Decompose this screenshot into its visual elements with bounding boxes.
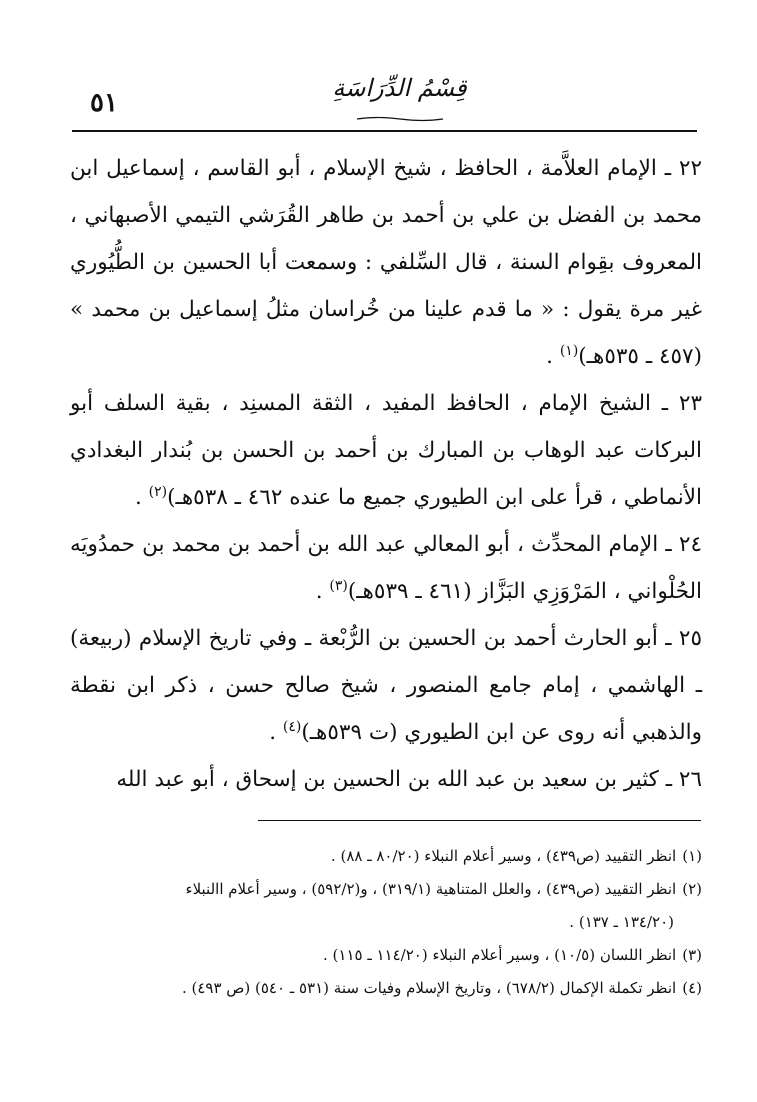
entry-24: ٢٤ ـ الإمام المحدِّث ، أبو المعالي عبد الله بن أحمد بن محمد بن حمدُويَه الحُلْواني ، المَرْوَزِي البَزَّاز (٤٦١ ـ ٥٣٩هـ)$^{(٣)}$ .: [70, 532, 702, 604]
footnote-1: [70, 840, 702, 873]
header-rule: [72, 130, 697, 132]
footnote-ref-3[interactable]: (٣): [329, 577, 348, 594]
footnote-text-continued: (١٣٤/٢٠ ـ ١٣٧) .: [569, 913, 674, 931]
footnote-separator: [258, 820, 701, 821]
page-number: ٥١: [90, 88, 118, 118]
footnote-number: (٤): [682, 979, 702, 997]
footnote-number: (١): [682, 847, 702, 865]
footnote-text: انظر اللسان (١٠/٥) ، وسير أعلام النبلاء (١١٤/٢٠ ـ ١١٥) .: [323, 946, 677, 964]
footnote-text: انظر التقييد (ص٤٣٩) ، وسير أعلام النبلاء (٨٠/٢٠ ـ ٨٨) .: [330, 847, 677, 865]
footnote-ref-1[interactable]: (١): [559, 342, 579, 359]
footnote-number: (٣): [682, 946, 702, 964]
footnote-text: انظر التقييد (ص٤٣٩) ، والعلل المتناهية (٣١٩/١) ، و(٥٩٢/٢) ، وسير أعلام االنبلاء: [185, 880, 677, 898]
footnote-number: (٢): [682, 880, 702, 898]
footnote-3: [70, 939, 702, 972]
entry-26: ٢٦ ـ كثير بن سعيد بن عبد الله بن الحسين بن إسحاق ، أبو عبد الله: [116, 767, 702, 792]
running-title: قِسْمُ الدِّرَاسَةِ: [332, 74, 467, 102]
main-text: [70, 145, 702, 803]
footnote-2: [70, 873, 702, 939]
footnote-ref-4[interactable]: (٤): [282, 718, 302, 735]
title-ornament-icon: [355, 116, 445, 122]
footnotes: [70, 840, 702, 1005]
footnote-text: انظر تكملة الإكمال (٦٧٨/٢) ، وتاريخ الإسلام وفيات سنة (٥٣١ ـ ٥٤٠) (ص ٤٩٣) .: [181, 979, 677, 997]
footnote-ref-2[interactable]: (٢): [148, 483, 168, 500]
entry-23: ٢٣ ـ الشيخ الإمام ، الحافظ المفيد ، الثقة المسنِد ، بقية السلف أبو البركات عبد الوهاب بن المبارك بن أحمد بن الحسن بن بُندار البغدادي الأنماطي ، قرأ على ابن الطيوري جميع ما عنده ٤٦٢ ـ ٥٣٨هـ)$^{(٢)}$ .: [70, 391, 702, 510]
page-header: [72, 72, 697, 134]
entry-22: ٢٢ ـ الإمام العلاَّمة ، الحافظ ، شيخ الإسلام ، أبو القاسم ، إسماعيل ابن محمد بن الفضل بن علي بن أحمد بن طاهر القُرَشي التيمي الأصبهاني ، المعروف بقِوام السنة ، قال السِّلفي : وسمعت أبا الحسين بن الطُّيُوري غير مرة يقول : « ما قدم علينا من خُراسان مثلُ إسماعيل بن محمد » (٤٥٧ ـ ٥٣٥هـ)$^{(١)}$ .: [70, 156, 702, 369]
footnote-4: [70, 972, 702, 1005]
entry-25: ٢٥ ـ أبو الحارث أحمد بن الحسين بن الرُّبْعة ـ وفي تاريخ الإسلام (ربيعة) ـ الهاشمي ، إمام جامع المنصور ، شيخ صالح حسن ، ذكر ابن نقطة والذهبي أنه روى عن ابن الطيوري (ت ٥٣٩هـ)$^{(٤)}$ .: [70, 626, 702, 745]
